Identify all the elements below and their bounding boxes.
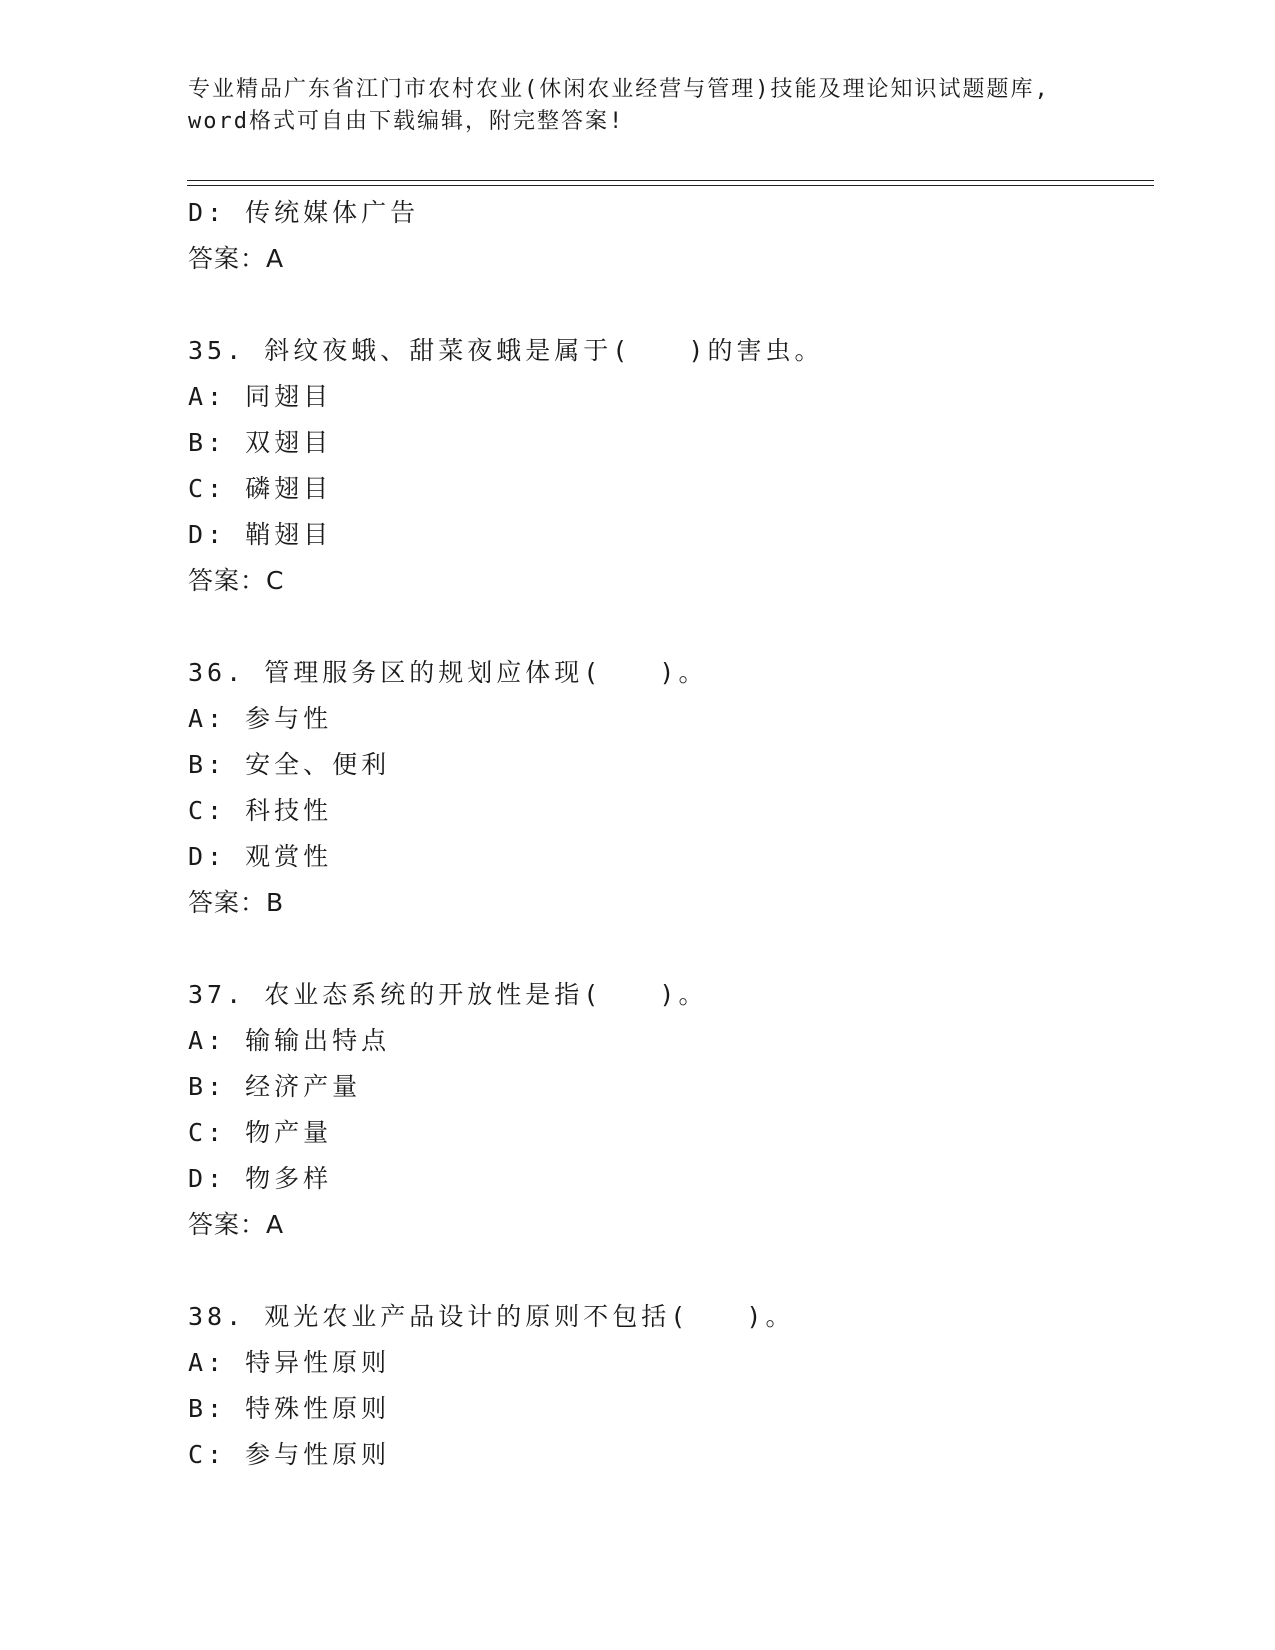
answer: 答案：A — [188, 244, 285, 273]
answer: 答案：C — [188, 566, 285, 595]
option-d: D: 观赏性 — [188, 842, 333, 871]
question-list — [188, 190, 1148, 1478]
option-b: B: 安全、便利 — [188, 750, 391, 779]
option-c: C: 参与性原则 — [188, 1440, 391, 1469]
answer: 答案：A — [188, 1210, 285, 1239]
option-d: D: 传统媒体广告 — [188, 198, 420, 227]
option-a: A: 同翅目 — [188, 382, 333, 411]
question-title: 36. 管理服务区的规划应体现( )。 — [188, 658, 708, 687]
question-title: 35. 斜纹夜蛾、甜菜夜蛾是属于( )的害虫。 — [188, 336, 824, 365]
option-d: D: 鞘翅目 — [188, 520, 333, 549]
header-divider-bottom — [187, 185, 1154, 186]
option-d: D: 物多样 — [188, 1164, 333, 1193]
header-line-1: 专业精品广东省江门市农村农业(休闲农业经营与管理)技能及理论知识试题题库, — [188, 77, 1050, 102]
option-a: A: 参与性 — [188, 704, 333, 733]
document-header — [188, 74, 1088, 138]
option-b: B: 特殊性原则 — [188, 1394, 391, 1423]
option-b: B: 双翅目 — [188, 428, 333, 457]
option-a: A: 特异性原则 — [188, 1348, 391, 1377]
option-c: C: 磷翅目 — [188, 474, 333, 503]
option-c: C: 科技性 — [188, 796, 333, 825]
question-title: 37. 农业态系统的开放性是指( )。 — [188, 980, 708, 1009]
option-b: B: 经济产量 — [188, 1072, 362, 1101]
question-title: 38. 观光农业产品设计的原则不包括( )。 — [188, 1302, 795, 1331]
header-divider-top — [187, 180, 1154, 181]
option-a: A: 输输出特点 — [188, 1026, 391, 1055]
header-line-2: word格式可自由下载编辑，附完整答案! — [188, 109, 625, 134]
answer: 答案：B — [188, 888, 285, 917]
option-c: C: 物产量 — [188, 1118, 333, 1147]
